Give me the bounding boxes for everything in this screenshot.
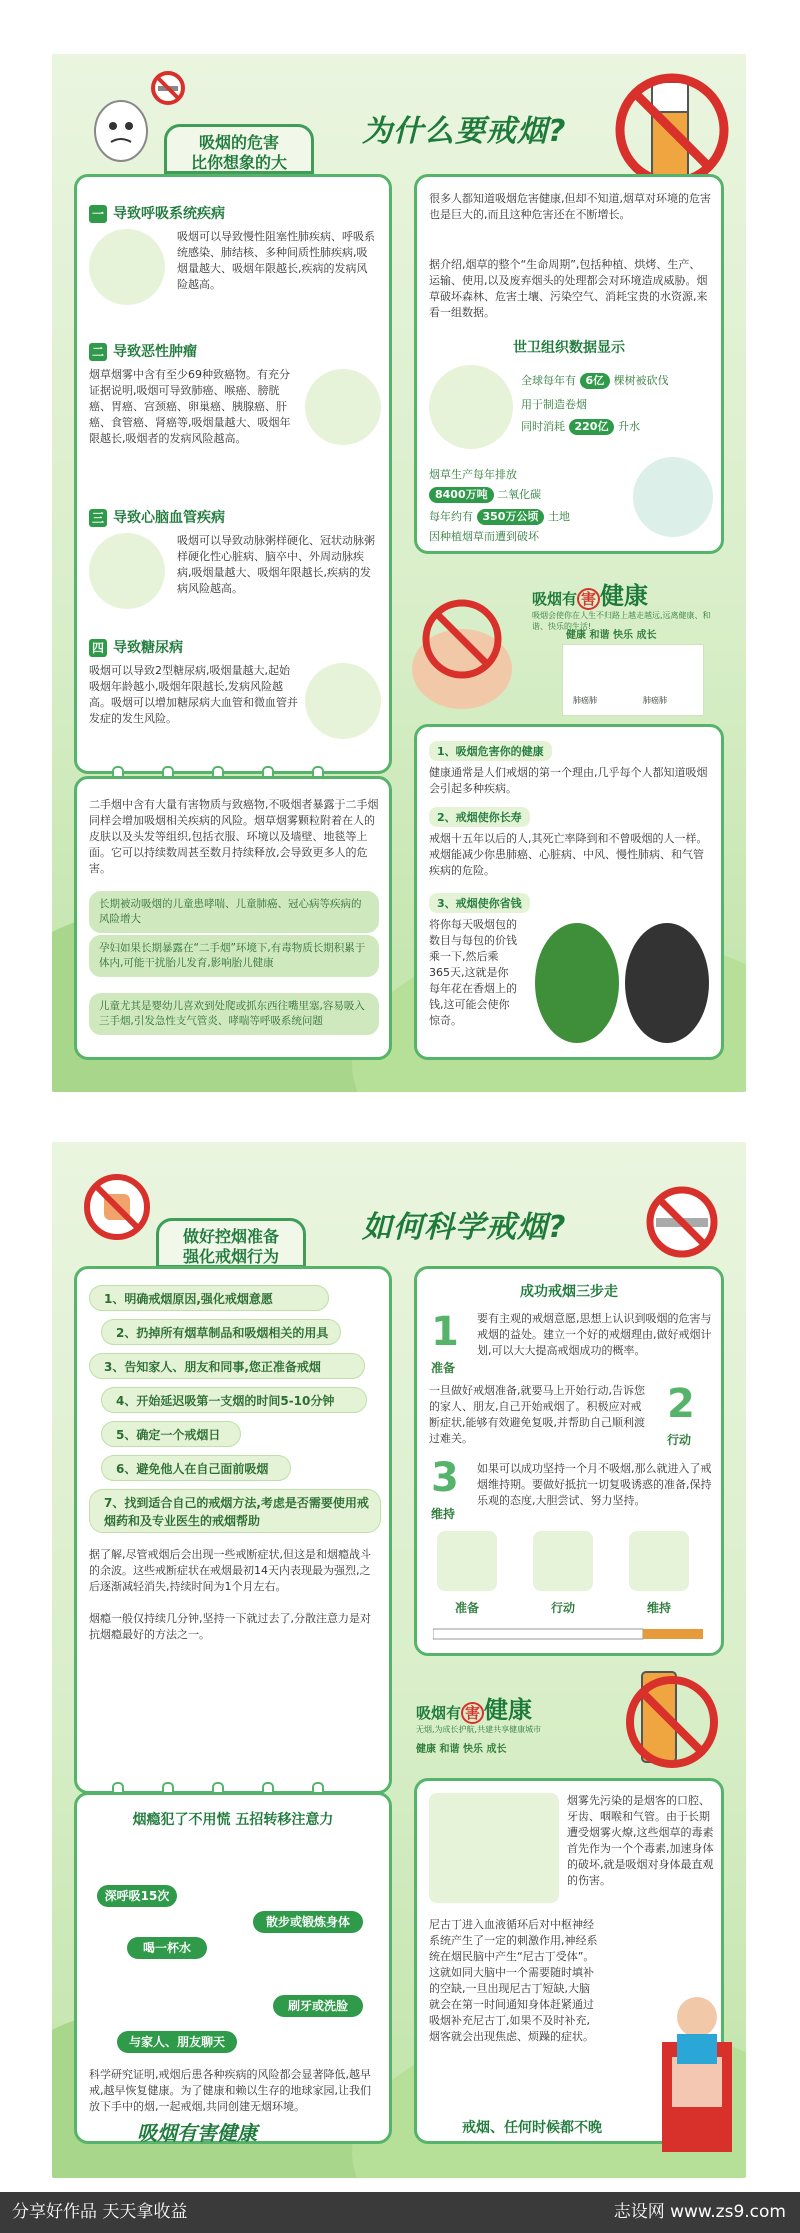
water-drop-icon [633, 457, 713, 537]
banner-text: 健康 [484, 1696, 533, 1724]
stat-text: 同时消耗 [521, 420, 565, 433]
intro-text: 据介绍,烟草的整个“生命周期”,包括种植、烘烤、生产、运输、使用,以及废弃烟头的处理都会对环境造成威胁。烟草破坏森林、危害土壤、污染空气、消耗宝贵的水资源,来看一组数据。 [429, 258, 708, 319]
cigarette-mascot-no-icon [612, 1662, 722, 1772]
section-text: 吸烟可以导致慢性阻塞性肺疾病、呼吸系统感染、肺结核、多种间质性肺疾病,吸烟量越大、吸烟年限越长,疾病的发病风险越高。 [177, 230, 375, 291]
withdraw-text: 烟瘾一般仅持续几分钟,坚持一下就过去了,分散注意力是对抗烟瘾最好的方法之一。 [89, 1612, 371, 1641]
step-item: 5、确定一个戒烟日 [101, 1421, 241, 1447]
health-tags: 健康 和谐 快乐 成长 [566, 630, 657, 641]
info-pill: 孕妇如果长期暴露在“二手烟”环境下,有毒物质长期积累于体内,可能干扰胎儿发育,影响胎儿健康 [89, 935, 379, 977]
step-item: 6、避免他人在自己面前吸烟 [101, 1455, 291, 1481]
section-title: 导致恶性肿瘤 [113, 344, 197, 360]
trick-label: 刷牙或洗脸 [273, 1995, 363, 2017]
section-title: 导致呼吸系统疾病 [113, 206, 225, 222]
craving-title: 烟瘾犯了不用慌 五招转移注意力 [132, 1812, 334, 1828]
reason-text: 将你每天吸烟包的数目与每包的价钱乘一下,然后乘365天,这就是你每年花在香烟上的钱,这可能会使你惊奇。 [429, 918, 517, 1027]
trick-label: 与家人、朋友聊天 [117, 2031, 237, 2053]
flow-label: 准备 [454, 1601, 479, 1615]
intro-text: 很多人都知道吸烟危害健康,但却不知道,烟草对环境的危害也是巨大的,而且这种危害还在不断增长。 [429, 192, 711, 221]
section-heading [89, 341, 197, 361]
trick-label: 深呼吸15次 [97, 1885, 177, 1907]
tooth-mascot-icon [86, 76, 156, 166]
lungs-tree-icon [429, 1793, 559, 1903]
lungs-icon [89, 229, 165, 305]
document-icon [437, 1531, 497, 1591]
step-item: 1、明确戒烟原因,强化戒烟意愿 [89, 1285, 329, 1311]
step-label: 准备 [431, 1361, 456, 1375]
tree-icon [429, 365, 513, 449]
harm-card [74, 174, 392, 774]
stat-number: 8400万吨 [429, 487, 494, 503]
section-number: 一 [89, 205, 107, 223]
step-text: 如果可以成功坚持一个月不吸烟,那么就进入了戒烟维持期。要做好抵抗一切复吸诱惑的准备,保持乐观的态度,大胆尝试、努力坚持。 [477, 1462, 712, 1507]
health-banner [532, 576, 648, 611]
footer-slogan: 分享好作品 天天拿收益 [12, 2202, 188, 2222]
craving-card [74, 1792, 392, 2144]
banner-harm-char: 害 [461, 1702, 484, 1724]
reasons-card [414, 724, 724, 1060]
step-item: 3、告知家人、朋友和同事,您正准备戒烟 [89, 1353, 365, 1379]
reason-title: 3、戒烟使你省钱 [429, 893, 530, 913]
info-pill: 长期被动吸烟的儿童患哮喘、儿童肺癌、冠心病等疾病的风险增大 [89, 891, 379, 933]
step-number: 2 [667, 1381, 695, 1427]
trick-label: 散步或锻炼身体 [253, 1911, 363, 1933]
no-cigarette-icon [642, 1182, 722, 1262]
lung-label: 肺癌肺 [643, 696, 667, 705]
steps-card [74, 1266, 392, 1794]
section-heading [89, 507, 225, 527]
trick-label: 喝一杯水 [127, 1937, 207, 1959]
ribbon-line: 强化戒烟行为 [182, 1247, 279, 1266]
stat-text: 升水 [617, 420, 640, 433]
section-ribbon [156, 1218, 306, 1268]
closing-slogan: 戒烟、任何时候都不晚 [462, 2120, 602, 2136]
footer-bar [0, 2192, 800, 2233]
no-smoking-icon [150, 70, 186, 106]
banner-text: 健康 [600, 582, 649, 610]
stat-text: 烟草生产每年排放 [429, 468, 517, 481]
environment-card [414, 174, 724, 554]
page-title: 如何科学戒烟? [362, 1210, 567, 1245]
stat-text: 土地 [547, 510, 570, 523]
stat-text: 全球每年有 [521, 374, 576, 387]
step-label: 维持 [431, 1507, 456, 1521]
section-heading [89, 203, 225, 223]
stat-text: 棵树被砍伐 [613, 374, 669, 387]
section-title: 导致心脑血管疾病 [113, 510, 225, 526]
flow-label: 行动 [550, 1601, 575, 1615]
reason-title: 2、戒烟使你长寿 [429, 807, 530, 827]
secondhand-card [74, 776, 392, 1060]
step-item: 4、开始延迟吸第一支烟的时间5-10分钟 [101, 1387, 367, 1413]
stat-number: 220亿 [569, 419, 615, 435]
who-stat-trees [521, 373, 711, 389]
slogan: 吸烟有害健康 [137, 2121, 257, 2145]
section-text: 吸烟可以导致动脉粥样硬化、冠状动脉粥样硬化性心脏病、脑卒中、外周动脉疾病,吸烟量越大、吸烟年限越长,疾病的发病风险越高。 [177, 534, 375, 595]
step-item: 7、找到适合自己的戒烟方法,考虑是否需要使用戒烟药和及专业医生的戒烟帮助 [89, 1489, 381, 1533]
banner-harm-char: 害 [577, 588, 600, 610]
step-number: 1 [431, 1309, 459, 1355]
health-subtitle: 无烟,为成长护航,共建共享健康城市 [416, 1725, 542, 1734]
cigarette-mascot-no-icon [612, 62, 732, 192]
health-banner [416, 1690, 532, 1725]
heart-icon [89, 533, 165, 609]
step-label: 行动 [667, 1433, 692, 1447]
info-pill: 儿童尤其是婴幼儿喜欢到处爬或抓东西往嘴里塞,容易吸入三手烟,引发急性支气管炎、哮喘等呼吸系统问题 [89, 993, 379, 1035]
science-text: 科学研究证明,戒烟后患各种疾病的风险都会显著降低,越早戒,越早恢复健康。为了健康和赖以生存的地球家园,让我们放下手中的烟,一起戒烟,共同创建无烟环境。 [89, 2068, 371, 2113]
three-title: 成功戒烟三步走 [520, 1284, 618, 1300]
poster-how-quit [52, 1142, 746, 2178]
section-ribbon [164, 124, 314, 174]
section-number: 二 [89, 343, 107, 361]
no-smoking-fist-icon [82, 1172, 152, 1242]
hand-break-icon [629, 1531, 689, 1591]
stat-number: 350万公顷 [477, 509, 545, 525]
harm-text: 烟雾先污染的是烟客的口腔、牙齿、咽喉和气管。由于长期遭受烟雾火燎,这些烟草的毒素首先作为一个个毒素,加速身体的破坏,就是吸烟对身体最直观的伤害。 [567, 1794, 714, 1887]
ribbon-line: 吸烟的危害 [198, 133, 279, 152]
flow-label: 维持 [646, 1601, 671, 1615]
stat-text: 每年约有 [429, 510, 473, 523]
section-number: 三 [89, 509, 107, 527]
section-number: 四 [89, 639, 107, 657]
health-subtitle: 吸烟会使你在人生不归路上越走越远,远离健康、和谐、快乐的生活! [532, 611, 711, 631]
cigarette-ruler-icon [433, 1625, 705, 1645]
section-heading [89, 637, 183, 657]
harm-text: 尼古丁进入血液循环后对中枢神经系统产生了一定的刺激作用,神经系统在烟民脑中产生“尼古丁受体”。这就如同大脑中一个需要随时填补的空缺,一旦出现尼古丁短缺,大脑就会在第一时间通知身体赶紧通过吸烟补充尼古丁,如果不及时补充,烟客就会出现焦虑、烦躁的症状。 [429, 1918, 598, 2043]
doctor-icon [305, 663, 381, 739]
who-stat-co2 [429, 487, 629, 503]
page-title: 为什么要戒烟? [362, 114, 567, 149]
section-text: 吸烟可以导致2型糖尿病,吸烟量越大,起始吸烟年龄越小,吸烟年限越长,发病风险越高。吸烟可以增加糖尿病大血管和微血管并发症的发生风险。 [89, 664, 298, 725]
stat-text: 用于制造卷烟 [521, 398, 587, 411]
lungs-comparison [562, 644, 704, 716]
step-text: 一旦做好戒烟准备,就要马上开始行动,告诉您的家人、朋友,自己开始戒烟了。积极应对戒断症状,能够有效避免复吸,并帮助自己顺利渡过难关。 [429, 1384, 645, 1445]
stat-number: 6亿 [580, 373, 611, 389]
medicine-icon [305, 369, 381, 445]
ribbon-line: 做好控烟准备 [182, 1227, 279, 1246]
banner-text: 吸烟有 [532, 590, 578, 608]
section-title: 导致糖尿病 [113, 640, 183, 656]
lung-label: 肺癌肺 [573, 696, 597, 705]
step-item: 2、扔掉所有烟草制品和吸烟相关的用具 [101, 1319, 341, 1345]
reason-text: 健康通常是人们戒烟的第一个理由,几乎每个人都知道吸烟会引起多种疾病。 [429, 766, 708, 795]
green-vs-black-lungs-icon [527, 913, 717, 1053]
ribbon-line: 比你想象的大 [190, 153, 287, 172]
who-title: 世卫组织数据显示 [513, 340, 625, 356]
three-steps-card [414, 1266, 724, 1656]
health-tags: 健康 和谐 快乐 成长 [416, 1744, 507, 1755]
poster-why-quit [52, 54, 746, 1092]
checklist-icon [533, 1531, 593, 1591]
who-stat-land [429, 509, 649, 525]
cigarette-pack-man-icon [642, 1962, 742, 2162]
reason-title: 1、吸烟危害你的健康 [429, 741, 552, 761]
stat-text: 二氧化碳 [497, 488, 542, 501]
withdraw-text: 据了解,尽管戒烟后会出现一些戒断症状,但这是和烟瘾战斗的余波。这些戒断症状在戒烟最初14天内表现最为强烈,之后逐渐减轻消失,持续时间为1个月左右。 [89, 1548, 371, 1593]
step-text: 要有主观的戒烟意愿,思想上认识到吸烟的危害与戒烟的益处。建立一个好的戒烟理由,做好戒烟计划,可以大大提高戒烟成功的概率。 [477, 1312, 712, 1357]
hand-cigarette-no-icon [402, 569, 532, 719]
who-stat-water [521, 419, 711, 435]
reason-text: 戒烟十五年以后的人,其死亡率降到和不曾吸烟的人一样。戒烟能减少你患肺癌、心脏病、中风、慢性肺病、和气管疾病的危险。 [429, 832, 708, 877]
stat-text: 因种植烟草而遭到破坏 [429, 530, 539, 543]
section-text: 烟草烟雾中含有至少69种致癌物。有充分证据说明,吸烟可导致肺癌、喉癌、膀胱癌、胃癌、宫颈癌、卵巢癌、胰腺癌、肝癌、食管癌、肾癌等,吸烟量越大、吸烟年限越长,吸烟者的发病风险越高。 [89, 368, 291, 445]
secondhand-text: 二手烟中含有大量有害物质与致癌物,不吸烟者暴露于二手烟同样会增加吸烟相关疾病的风险。烟草烟雾颗粒附着在人的皮肤以及头发等组织,包括衣服、环境以及墙壁、地毯等上面。它可以持续数周甚至数月持续释放,会导致更多人的危害。 [89, 798, 379, 875]
step-number: 3 [431, 1455, 459, 1501]
banner-text: 吸烟有 [416, 1704, 462, 1722]
footer-site: 志设网 www.zs9.com [613, 2202, 786, 2222]
